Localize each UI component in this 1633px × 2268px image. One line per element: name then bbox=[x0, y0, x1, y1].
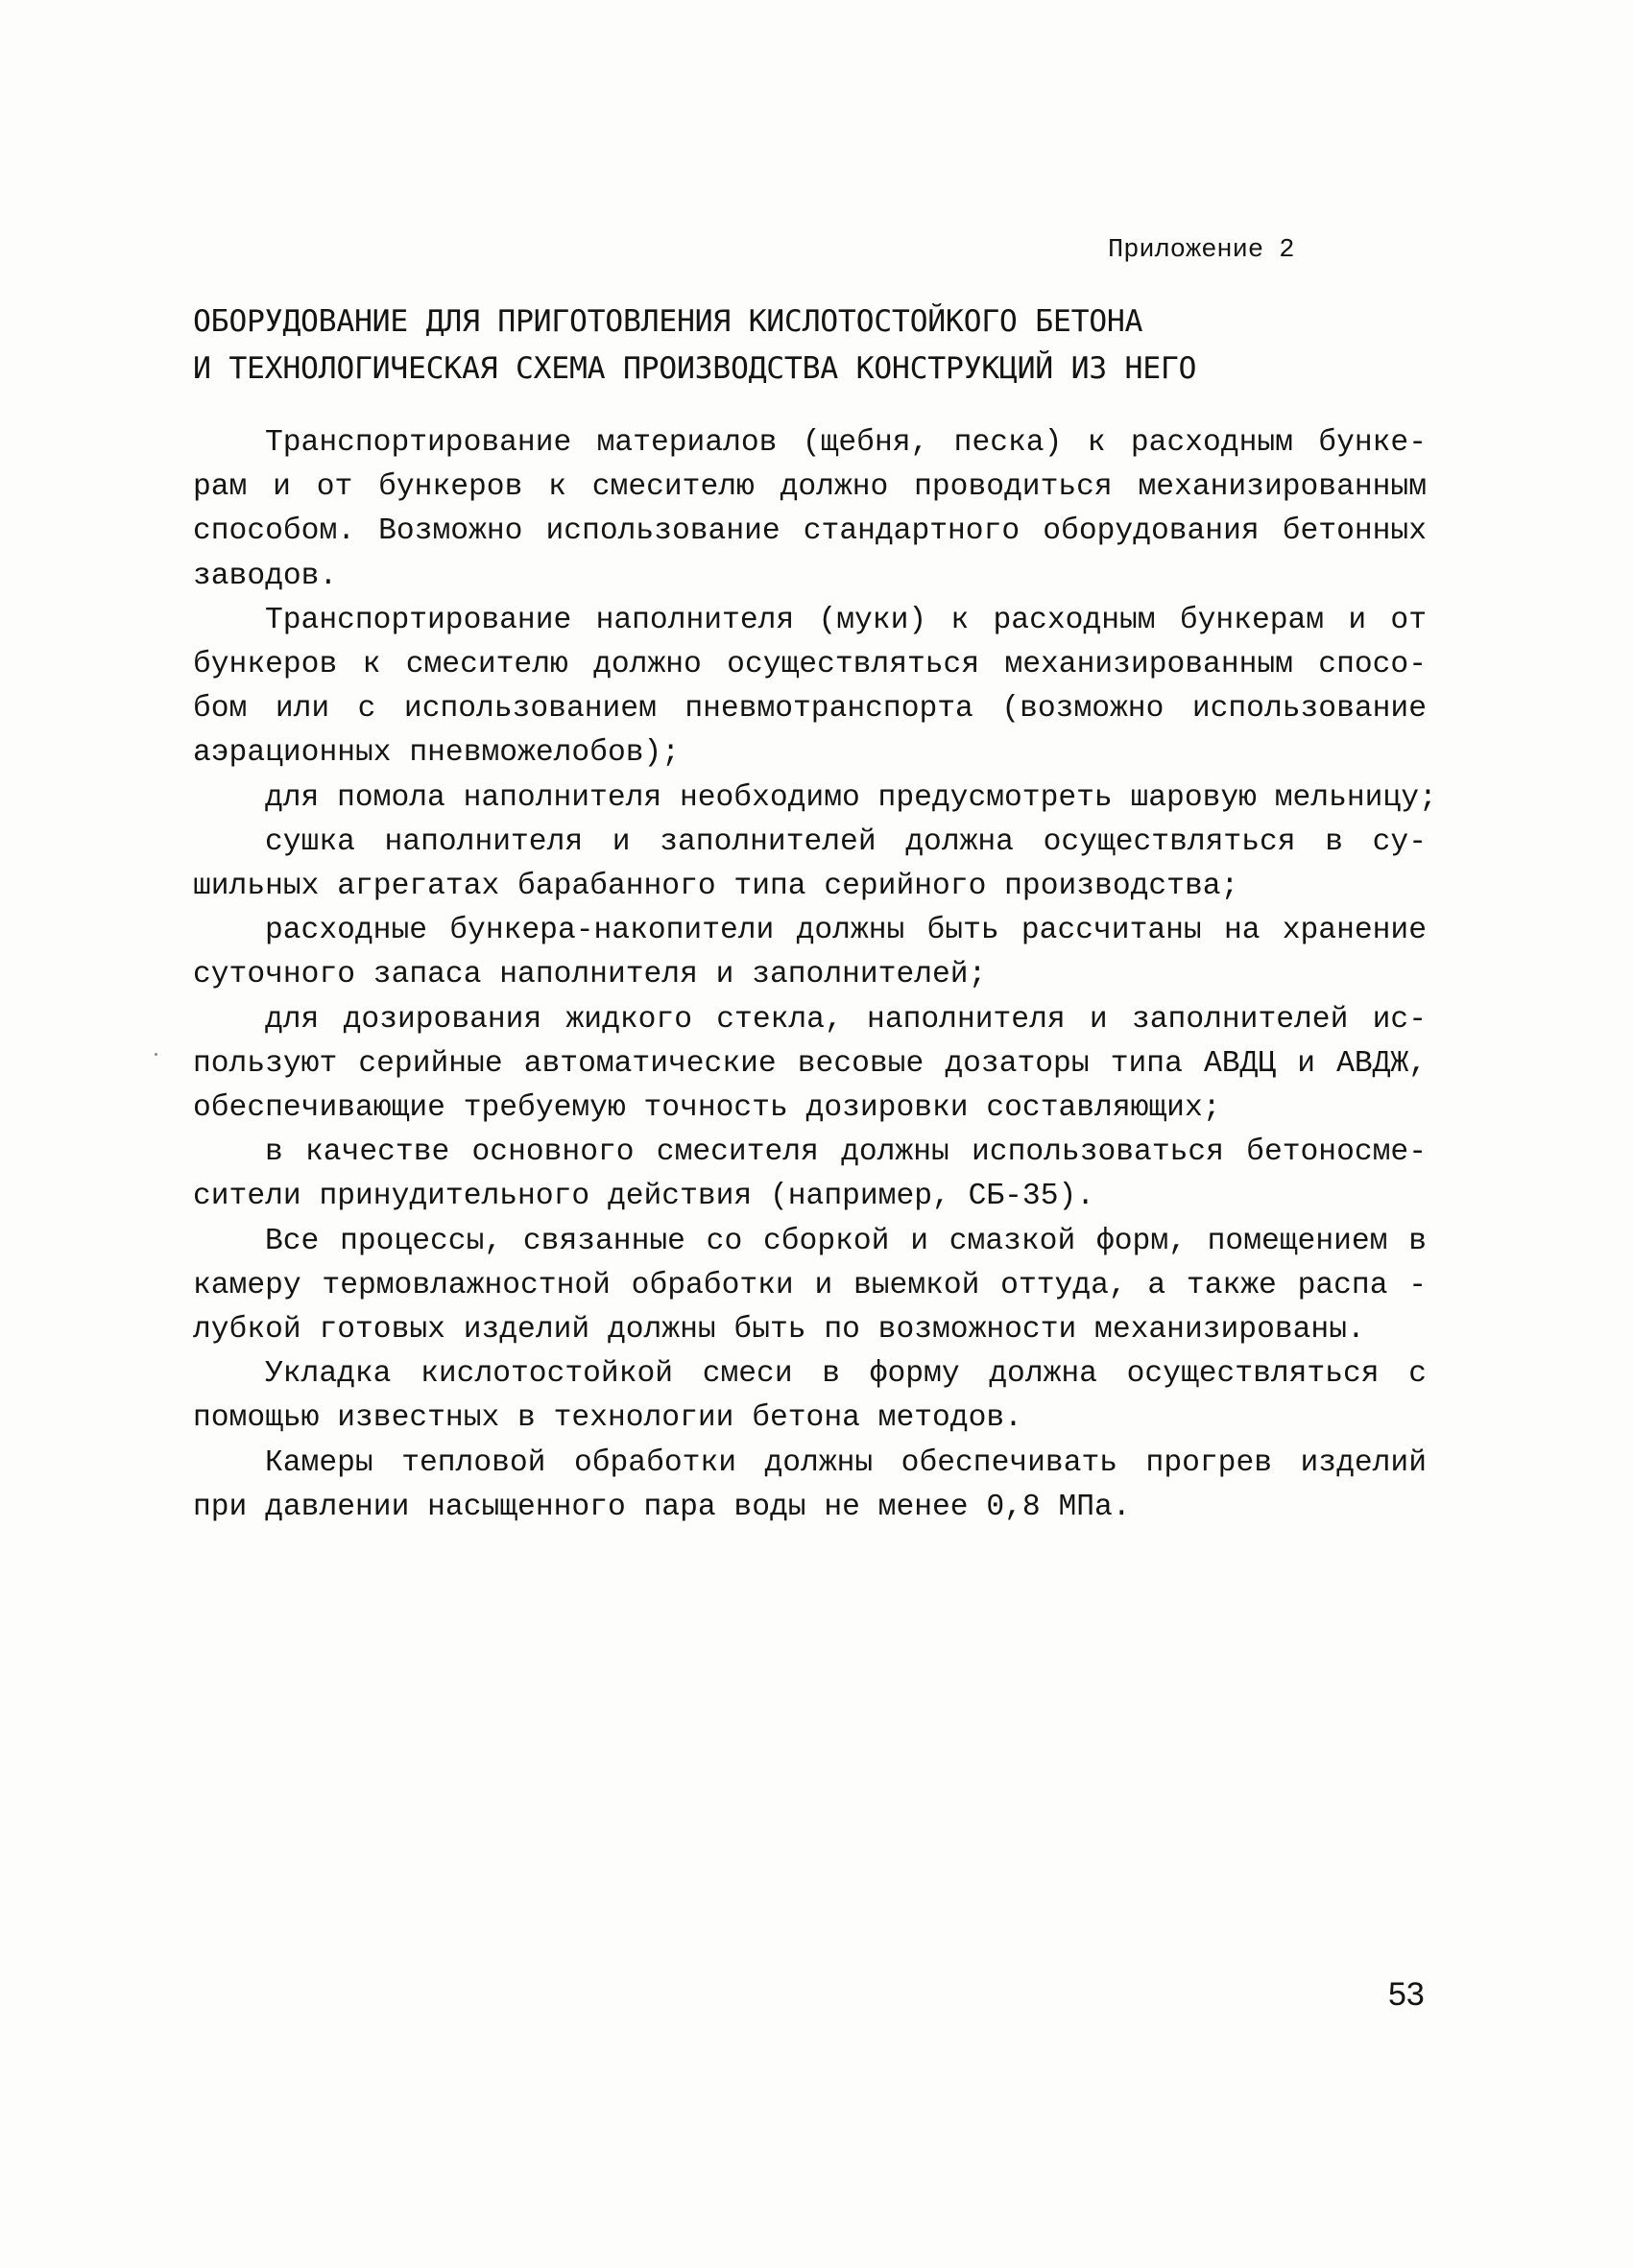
text-line: бом или с использованием пневмотранспорта (возможно использование bbox=[193, 692, 1427, 727]
scan-speck bbox=[155, 1053, 157, 1056]
section-title bbox=[193, 298, 1196, 393]
text-line: камеру термовлажностной обработки и выемкой оттуда, а также распа - bbox=[193, 1268, 1427, 1302]
text-line: бункеров к смесителю должно осуществляться механизированным спосо- bbox=[193, 648, 1427, 682]
text-line: Транспортирование наполнителя (муки) к расходным бункерам и от bbox=[265, 603, 1427, 637]
text-line: сители принудительного действия (например, СБ-35). bbox=[193, 1180, 1095, 1214]
text-line: Камеры тепловой обработки должны обеспечивать прогрев изделий bbox=[265, 1445, 1427, 1480]
text-line: Все процессы, связанные со сборкой и смазкой форм, помещением в bbox=[265, 1224, 1427, 1258]
text-line: для дозирования жидкого стекла, наполнителя и заполнителей ис- bbox=[265, 1002, 1427, 1037]
text-line: способом. Возможно использование стандартного оборудования бетонных bbox=[193, 514, 1427, 549]
text-line: аэрационных пневможелобов); bbox=[193, 736, 681, 771]
text-line: для помола наполнителя необходимо предусмотреть шаровую мельницу; bbox=[265, 780, 1437, 815]
text-line: рам и от бункеров к смесителю должно проводиться механизированным bbox=[193, 470, 1427, 505]
text-line: Укладка кислотостойкой смеси в форму должна осуществляться с bbox=[265, 1357, 1427, 1392]
text-line: в качестве основного смесителя должны использоваться бетоносме- bbox=[265, 1135, 1427, 1170]
text-line: пользуют серийные автоматические весовые дозаторы типа АВДЦ и АВДЖ, bbox=[193, 1046, 1427, 1081]
text-line: сушка наполнителя и заполнителей должна осуществляться в су- bbox=[265, 824, 1427, 859]
text-line: помощью известных в технологии бетона методов. bbox=[193, 1401, 1022, 1436]
text-line: шильных агрегатах барабанного типа серийного производства; bbox=[193, 870, 1239, 904]
text-line: заводов. bbox=[193, 559, 338, 593]
title-line: И ТЕХНОЛОГИЧЕСКАЯ СХЕМА ПРОИЗВОДСТВА КОНСТРУКЦИЙ ИЗ НЕГО bbox=[193, 351, 1197, 386]
text-line: обеспечивающие требуемую точность дозировки составляющих; bbox=[193, 1091, 1221, 1126]
text-line: суточного запаса наполнителя и заполнителей; bbox=[193, 958, 987, 992]
appendix-label: Приложение 2 bbox=[1108, 236, 1295, 265]
text-line: расходные бункера-накопители должны быть рассчитаны на хранение bbox=[265, 914, 1427, 948]
text-line: лубкой готовых изделий должны быть по возможности механизированы. bbox=[193, 1313, 1365, 1348]
page-number: 53 bbox=[1388, 1976, 1425, 2013]
title-line: ОБОРУДОВАНИЕ ДЛЯ ПРИГОТОВЛЕНИЯ КИСЛОТОСТОЙКОГО БЕТОНА bbox=[193, 304, 1143, 339]
text-line: при давлении насыщенного пара воды не менее 0,8 МПа. bbox=[193, 1490, 1131, 1524]
text-line: Транспортирование материалов (щебня, песка) к расходным бунке- bbox=[265, 426, 1427, 460]
body-text bbox=[193, 421, 1437, 1530]
